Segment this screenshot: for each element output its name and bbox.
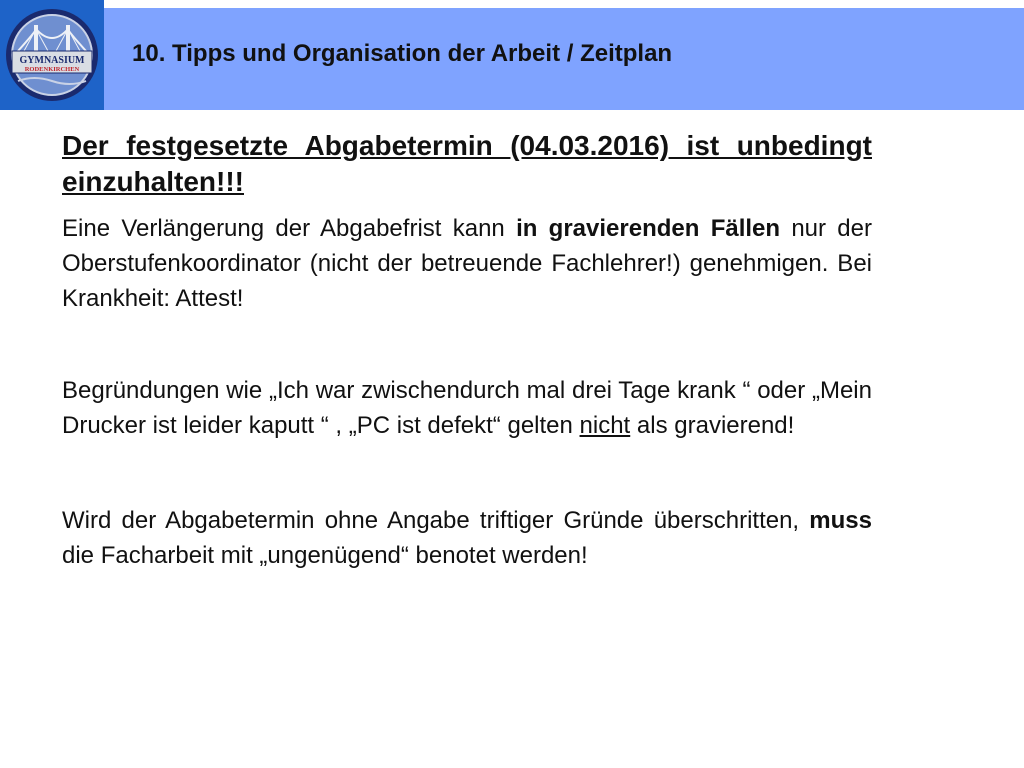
school-logo: [0, 0, 104, 110]
extension-text-1: Eine Verlängerung der Abgabefrist kann: [62, 215, 517, 242]
slide-body: [62, 128, 872, 573]
consequence-paragraph: [62, 503, 872, 573]
reasons-text-2: als gravierend!: [630, 412, 795, 439]
school-seal-icon: [4, 7, 100, 103]
consequence-emphasis: muss: [809, 507, 872, 534]
extension-text-2: nur der Oberstufenkoordinator (nicht der betreuende Fachlehrer!) genehmigen. Bei Krankheit: Attest!: [62, 215, 872, 312]
logo-text-line2: RODENKIRCHEN: [24, 66, 80, 73]
reasons-emphasis: nicht: [579, 412, 631, 439]
extension-paragraph: [62, 211, 872, 316]
reasons-paragraph: [62, 373, 872, 443]
consequence-text-2: die Facharbeit mit „ungenügend“ benotet werden!: [62, 542, 588, 569]
consequence-text-1: Wird der Abgabetermin ohne Angabe triftiger Gründe überschritten,: [62, 507, 810, 534]
logo-text-line1: GYMNASIUM: [19, 55, 85, 66]
extension-emphasis: in gravierenden Fällen: [516, 215, 781, 242]
reasons-text-1: Begründungen wie „Ich war zwischendurch mal drei Tage krank “ oder „Mein Drucker ist leider kaputt “ , „PC ist defekt“ gelten: [62, 377, 872, 439]
slide-title: 10. Tipps und Organisation der Arbeit / Zeitplan: [132, 40, 673, 67]
deadline-notice: Der festgesetzte Abgabetermin (04.03.2016) ist unbedingt einzuhalten!!!: [62, 130, 872, 197]
